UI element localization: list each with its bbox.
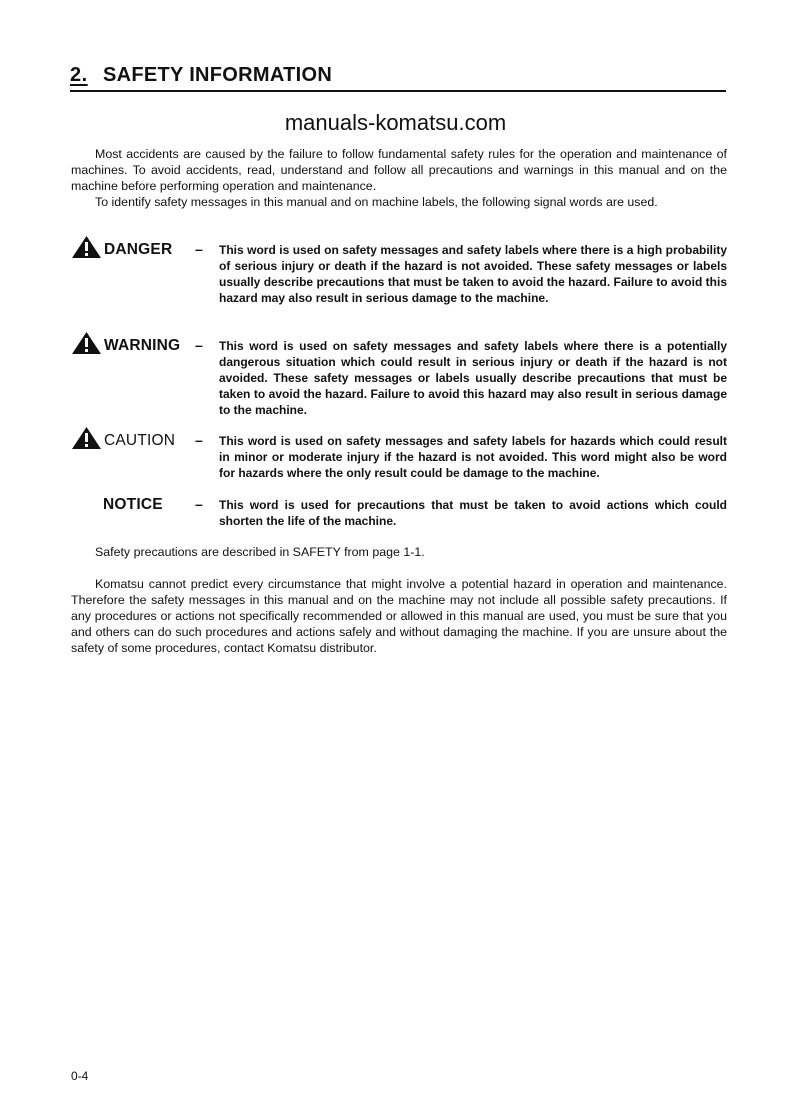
signal-description: This word is used for precautions that must be taken to avoid actions which could shorten the life of the machine.	[219, 498, 727, 528]
signal-dash: –	[195, 496, 203, 512]
section-number: 2.	[70, 64, 88, 86]
warning-triangle-icon	[71, 235, 102, 259]
signal-label: WARNING	[104, 337, 181, 354]
closing-paragraph	[71, 576, 727, 656]
signal-label: NOTICE	[103, 496, 163, 513]
intro-text-2: To identify safety messages in this manual and on machine labels, the following signal words are used.	[95, 195, 658, 209]
signal-dash: –	[195, 432, 203, 448]
section-title: SAFETY INFORMATION	[103, 64, 333, 86]
signal-word-warning	[71, 337, 180, 355]
page-number: 0-4	[71, 1069, 89, 1083]
signal-description: This word is used on safety messages and safety labels for hazards which could result in minor or moderate injury if the hazard is not avoided. This word might also be word for hazards where the only result could be damage to the machine.	[219, 434, 727, 480]
signal-description: This word is used on safety messages and safety labels where there is a high probability of serious injury or death if the hazard is not avoided. These safety messages or labels usually describe precautions that must be taken to avoid the hazard. Failure to avoid this hazard may also result in serious damage to the machine.	[219, 243, 727, 305]
safety-reference-text: Safety precautions are described in SAFETY from page 1-1.	[95, 545, 425, 559]
intro-text-1: Most accidents are caused by the failure to follow fundamental safety rules for the operation and maintenance of machines. To avoid accidents, read, understand and follow all precautions and warnings in this manual and on the machine before performing operation and maintenance.	[71, 147, 727, 193]
signal-description: This word is used on safety messages and safety labels where there is a potentially dangerous situation which could result in serious injury or death if the hazard is not avoided. These safety messages or labels usually describe precautions that must be taken to avoid the hazard. Failure to avoid this hazard may also result in serious damage to the machine.	[219, 339, 727, 417]
signal-dash: –	[195, 337, 203, 353]
signal-word-notice	[103, 496, 163, 514]
intro-paragraph-1	[71, 146, 727, 194]
warning-triangle-icon	[71, 426, 102, 450]
intro-paragraph-2	[71, 194, 727, 210]
signal-label: CAUTION	[104, 432, 176, 449]
warning-triangle-icon	[71, 331, 102, 355]
signal-label: DANGER	[104, 241, 173, 258]
section-heading	[70, 64, 726, 92]
watermark-text: manuals-komatsu.com	[284, 110, 507, 135]
closing-text: Komatsu cannot predict every circumstance that might involve a potential hazard in operation and maintenance. Therefore the safety messages in this manual and on the machine may not include all possible safety precautions. If any procedures or actions not specifically recommended or allowed in this manual are used, you must be sure that you and others can do such procedures and actions safely and without damaging the machine. If you are unsure about the safety of some procedures, contact Komatsu distributor.	[71, 577, 727, 655]
signal-dash: –	[195, 241, 203, 257]
safety-reference-paragraph	[71, 544, 727, 560]
signal-word-danger	[71, 241, 172, 259]
signal-word-caution	[71, 432, 175, 450]
